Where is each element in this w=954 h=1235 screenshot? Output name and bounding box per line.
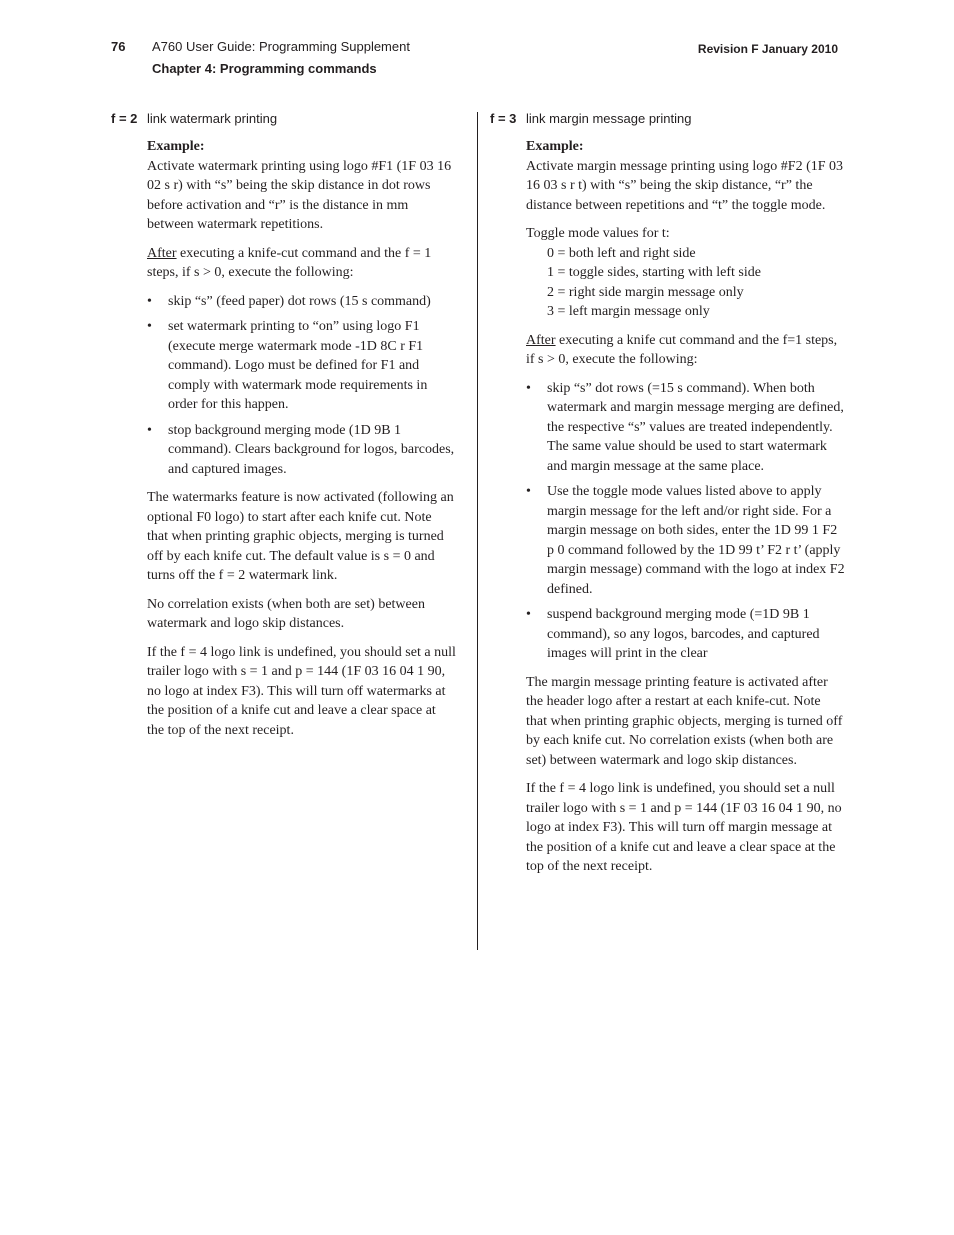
paragraph: No correlation exists (when both are set) between watermark and logo skip distances. [147, 596, 425, 631]
toggle-value: 1 = toggle sides, starting with left side [547, 265, 761, 280]
f-parameter-label: f = 2 [111, 111, 138, 126]
left-column [111, 109, 456, 749]
paragraph: The watermarks feature is now activated (following an optional F0 logo) to start after each knife cut. Note that when printing graphic objects, merging is turned off by each knife cut. The default value is s = 0 and turns off the f = 2 watermark link. [147, 490, 454, 583]
f-parameter-description: link margin message printing [526, 111, 692, 126]
paragraph: If the f = 4 logo link is undefined, you should set a null trailer logo with s = 1 and p = 144 (1F 03 16 04 1 90, no logo at index F3). This will turn off watermarks at the position of a knife cut and leave a clear space at the top of the next receipt. [147, 644, 456, 738]
after-word: After [147, 245, 177, 261]
list-item: • stop background merging mode (1D 9B 1 command). Clears background for logos, barcodes, and captured images. [147, 421, 456, 480]
toggle-value: 0 = both left and right side [547, 245, 696, 261]
chapter-title: Chapter 4: Programming commands [152, 61, 377, 76]
after-rest: executing a knife-cut command and the f = 1 steps, if s > 0, execute the following: [147, 245, 432, 280]
paragraph: If the f = 4 logo link is undefined, you should set a null trailer logo with s = 1 and p = 144 (1F 03 16 04 1 90, no logo at index F3). This will turn off margin message at the position of a knife cut and leave a clear space at the top of the next receipt. [526, 781, 842, 874]
right-body [526, 137, 845, 877]
toggle-values-list [547, 244, 845, 322]
after-word: After [526, 332, 556, 348]
toggle-value: 2 = right side margin message only [547, 284, 744, 300]
after-paragraph [526, 331, 845, 370]
page-number: 76 [111, 39, 126, 54]
list-item: • Use the toggle mode values listed above to apply margin message for the left and/or right side. For a margin message on both sides, enter the 1D 99 1 F2 p 0 command followed by the 1D 99 t’ F2 r t’ (apply margin message) command with the logo at index F2 defined. [526, 482, 845, 599]
toggle-value: 3 = left margin message only [547, 304, 710, 319]
step-list [526, 379, 845, 664]
list-item: • suspend background merging mode (=1D 9B 1 command), so any logos, barcodes, and captured images will print in the clear [526, 605, 845, 664]
guide-title: A760 User Guide: Programming Supplement [152, 39, 410, 54]
example-heading: Example: [526, 139, 584, 154]
f-parameter-description: link watermark printing [147, 111, 278, 126]
toggle-intro: Toggle mode values for t: [526, 226, 670, 241]
left-body [147, 137, 456, 740]
paragraph: The margin message printing feature is activated after the header logo after a restart at each knife-cut. Note that when printing graphic objects, merging is turned off by each knife cut. No correlation exists (when both are set) between watermark and logo skip distances. [526, 674, 843, 768]
revision-label: Revision F January 2010 [697, 42, 838, 56]
list-item: • skip “s” (feed paper) dot rows (15 s command) [147, 292, 456, 312]
example-text: Activate margin message printing using logo #F2 (1F 03 16 03 s r t) with “s” being the skip distance, “r” the distance between repetitions and “t” the toggle mode. [526, 158, 844, 213]
after-rest: executing a knife cut command and the f=1 steps, if s > 0, execute the following: [526, 332, 838, 367]
column-divider [477, 112, 478, 950]
f-parameter-row [490, 109, 845, 128]
f-parameter-label: f = 3 [490, 111, 517, 126]
example-heading: Example: [147, 139, 205, 154]
list-item: • skip “s” dot rows (=15 s command). When both watermark and margin message merging are defined, the respective “s” values are treated independently. The same value should be used to start watermark and margin message at the same place. [526, 379, 845, 477]
list-item: • set watermark printing to “on” using logo F1 (execute merge watermark mode -1D 8C r F1 command). Logo must be defined for F1 and comply with watermark mode requirements in order for this happen. [147, 317, 456, 415]
f-parameter-row [111, 109, 456, 128]
right-column [490, 109, 845, 886]
step-list [147, 292, 456, 480]
example-text: Activate watermark printing using logo #F1 (1F 03 16 02 s r) with “s” being the skip distance in dot rows before activation and “r” is the distance in mm between watermark repetitions. [147, 158, 452, 232]
after-paragraph [147, 244, 456, 283]
